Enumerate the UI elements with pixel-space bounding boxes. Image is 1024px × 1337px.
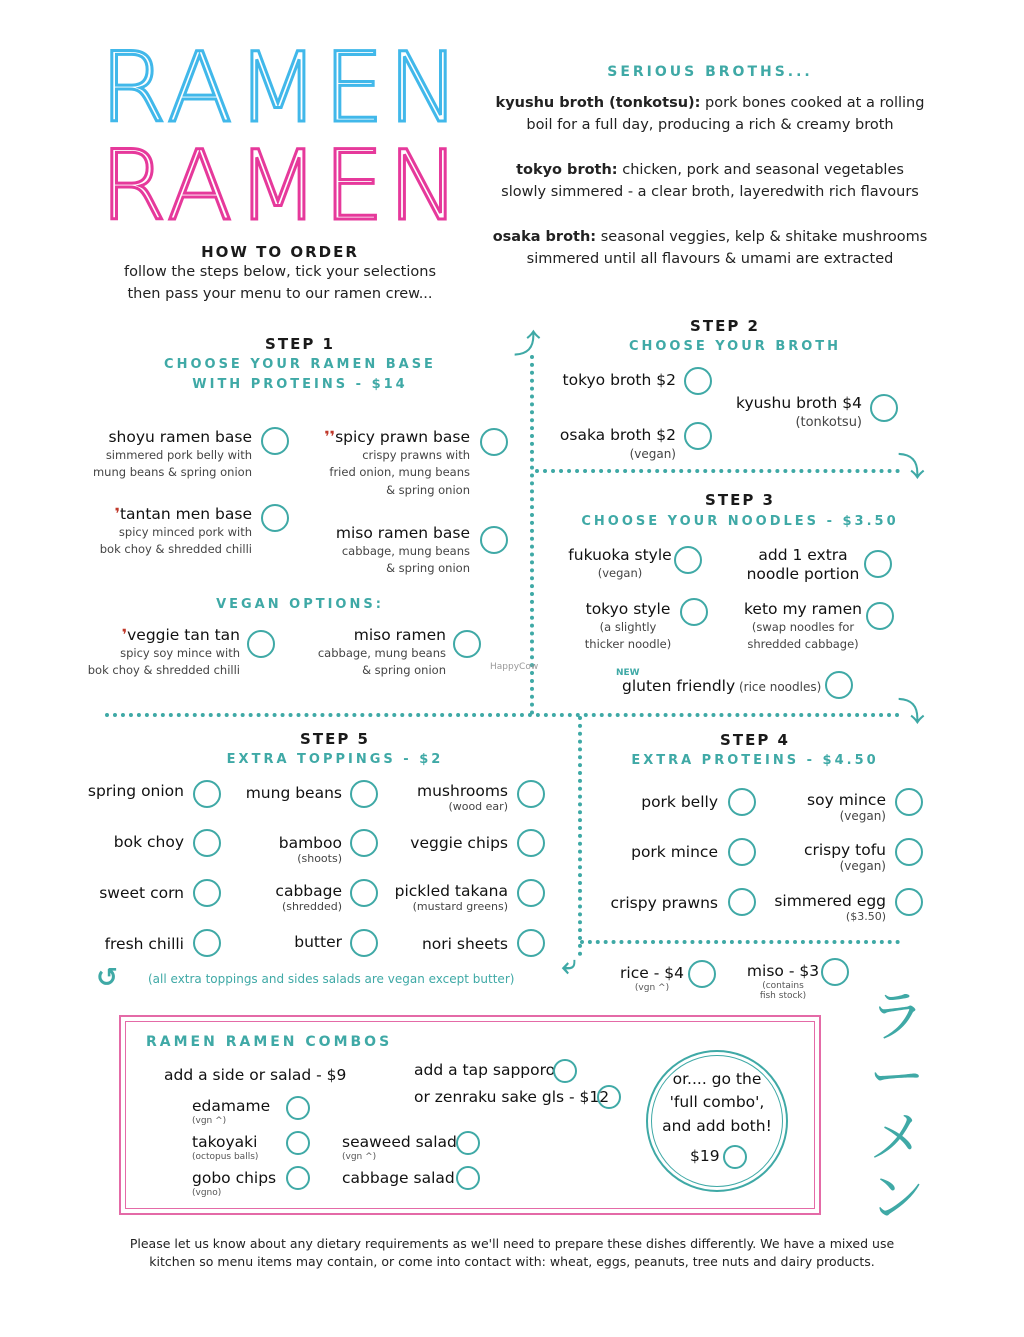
katakana-ramen [862, 985, 932, 1232]
checkbox-miso-base[interactable] [480, 526, 508, 554]
chili-icon: ❜ [114, 505, 120, 523]
protein-soy-note: (vegan) [839, 808, 886, 823]
combo-seaweed [342, 1133, 457, 1162]
item-spicy-prawn [300, 428, 470, 500]
item-tantan-desc2: bok choy & shredded chilli [99, 542, 252, 557]
combo-seaweed-note: (vgn ^) [342, 1151, 377, 1162]
broth-osaka-note: (vegan) [629, 446, 676, 461]
noodle-extra-line2: noodle portion [746, 564, 860, 583]
divider-vertical-top [530, 355, 534, 715]
katakana-long: ー [869, 1045, 925, 1111]
topping-butter: butter [294, 933, 342, 951]
topping-takana-note: (mustard greens) [412, 899, 508, 913]
footer-line2: kitchen so menu items may contain, or come into contact with: wheat, eggs, peanuts, tree nuts and dairy products. [149, 1253, 875, 1269]
broth-option-osaka [540, 426, 676, 463]
item-veggie-desc2: bok choy & shredded chilli [87, 663, 240, 678]
topping-fresh-chilli: fresh chilli [104, 935, 184, 953]
divider-step2-step3 [535, 469, 900, 473]
divider-middle [105, 713, 900, 717]
full-combo-price: $19 [690, 1147, 720, 1165]
checkbox-miso-soup[interactable] [821, 958, 849, 986]
noodle-gluten-note: (rice noodles) [735, 680, 822, 694]
protein-simmered-egg [760, 892, 886, 923]
checkbox-cabbage-salad[interactable] [456, 1166, 480, 1190]
item-tantan [60, 505, 252, 559]
step1-sub1: CHOOSE YOUR RAMEN BASE [164, 357, 436, 372]
broth-osaka [470, 227, 950, 271]
happycow-watermark: HappyCow [490, 662, 539, 672]
full-combo-line2: 'full combo', [669, 1093, 765, 1112]
checkbox-sake[interactable] [597, 1085, 621, 1109]
combo-side-title: add a side or salad - $9 [164, 1066, 347, 1084]
checkbox-broth-tokyo[interactable] [684, 367, 712, 395]
topping-mushrooms [390, 782, 508, 813]
broth-tokyo-desc2: slowly simmered - a clear broth, layeredwith rich flavours [501, 183, 919, 200]
noodle-gluten-label: gluten friendly [622, 677, 736, 695]
checkbox-bamboo[interactable] [350, 829, 378, 857]
topping-takana [380, 882, 508, 913]
checkbox-cabbage[interactable] [350, 879, 378, 907]
item-tantan-name: tantan men base [119, 505, 252, 523]
checkbox-simmered-egg[interactable] [895, 888, 923, 916]
checkbox-noodle-keto[interactable] [866, 602, 894, 630]
checkbox-sweet-corn[interactable] [193, 879, 221, 907]
arrow-down-right-icon: ⤵ [898, 453, 925, 483]
item-vmiso-desc2: & spring onion [362, 663, 446, 678]
checkbox-noodle-extra[interactable] [864, 550, 892, 578]
katakana-ra: ラ [869, 985, 925, 1050]
checkbox-shoyu[interactable] [261, 427, 289, 455]
checkbox-noodle-fukuoka[interactable] [674, 546, 702, 574]
noodle-gluten [622, 677, 821, 696]
item-veggie-name: veggie tan tan [127, 626, 240, 644]
step3-title: STEP 3 [705, 491, 775, 509]
footer-note [60, 1235, 964, 1270]
arrow-up-icon: ⤴ [514, 330, 541, 360]
checkbox-fresh-chilli[interactable] [193, 929, 221, 957]
checkbox-tantan[interactable] [261, 504, 289, 532]
broth-kyushu-label: kyushu broth $4 [736, 394, 862, 412]
topping-sweet-corn: sweet corn [99, 884, 184, 902]
checkbox-spring-onion[interactable] [193, 780, 221, 808]
step1-sub2: WITH PROTEINS - $14 [192, 377, 408, 392]
topping-bok-choy: bok choy [113, 833, 184, 851]
katakana-me: メ [869, 1105, 925, 1171]
step2-sub: CHOOSE YOUR BROTH [628, 339, 842, 354]
item-miso-desc1: cabbage, mung beans [341, 543, 470, 558]
checkbox-sapporo[interactable] [553, 1059, 577, 1083]
topping-cabbage [220, 882, 342, 913]
how-to-order-line2: then pass your menu to our ramen crew... [127, 285, 433, 302]
toppings-note: (all extra toppings and sides salads are vegan except butter) [148, 972, 515, 986]
protein-pork-belly: pork belly [641, 793, 718, 811]
combo-gobo [192, 1169, 276, 1198]
checkbox-spicy-prawn[interactable] [480, 428, 508, 456]
double-chili-icon: ❜❜ [324, 428, 336, 446]
step4-sub: EXTRA PROTEINS - $4.50 [631, 753, 879, 768]
arrow-down-right-icon: ⤵ [898, 698, 925, 728]
item-miso-base [300, 524, 470, 578]
item-vmiso-desc1: cabbage, mung beans [317, 645, 446, 660]
combo-seaweed-label: seaweed salad [342, 1133, 457, 1151]
combo-takoyaki [192, 1133, 258, 1162]
protein-soy-mince [770, 791, 886, 823]
noodle-fukuoka-note: (vegan) [597, 565, 643, 580]
item-prawn-desc1: crispy prawns with [362, 447, 470, 462]
arrow-left-icon: ↺ [96, 963, 118, 993]
chili-icon: ❜ [121, 626, 128, 644]
full-combo-text [650, 1068, 784, 1138]
topping-mung-beans: mung beans [245, 784, 342, 802]
protein-crispy-tofu [770, 841, 886, 873]
broth-osaka-label: osaka broth $2 [559, 426, 676, 444]
item-prawn-desc2: fried onion, mung beans [329, 465, 470, 480]
protein-pork-mince: pork mince [631, 843, 718, 861]
protein-egg-note: ($3.50) [845, 909, 886, 923]
item-veggie-tantan [60, 626, 240, 680]
noodle-tokyo-label: tokyo style [585, 600, 671, 618]
combo-cabbage-salad: cabbage salad [342, 1169, 455, 1187]
new-badge: NEW [616, 668, 640, 678]
combo-gobo-label: gobo chips [192, 1169, 277, 1187]
checkbox-crispy-tofu[interactable] [895, 838, 923, 866]
vegan-options-title: VEGAN OPTIONS: [216, 597, 384, 612]
step5-sub: EXTRA TOPPINGS - $2 [226, 752, 444, 767]
checkbox-gobo[interactable] [286, 1166, 310, 1190]
protein-crispy-prawns: crispy prawns [610, 894, 718, 912]
checkbox-mushrooms[interactable] [517, 780, 545, 808]
combos-title: RAMEN RAMEN COMBOS [146, 1034, 393, 1050]
checkbox-broth-kyushu[interactable] [870, 394, 898, 422]
broth-kyushu-note: (tonkotsu) [795, 414, 862, 430]
topping-mushrooms-note: (wood ear) [448, 799, 508, 813]
combo-sake: or zenraku sake gls - $12 [414, 1088, 610, 1106]
step2-title: STEP 2 [690, 317, 760, 335]
how-to-order-line1: follow the steps below, tick your selections [123, 264, 437, 280]
broth-kyushu-desc1: pork bones cooked at a rolling [700, 95, 925, 111]
noodle-fukuoka [560, 546, 680, 582]
checkbox-pork-mince[interactable] [728, 838, 756, 866]
item-miso-desc2: & spring onion [386, 561, 470, 576]
logo-ramen-pink: RAMEN [100, 130, 464, 242]
item-shoyu-name: shoyu ramen base [108, 428, 252, 446]
arrow-down-left-icon: ⤶ [562, 950, 577, 980]
checkbox-crispy-prawns[interactable] [728, 888, 756, 916]
topping-veggie-chips: veggie chips [410, 834, 508, 852]
checkbox-soy-mince[interactable] [895, 788, 923, 816]
noodle-keto-label: keto my ramen [744, 600, 862, 618]
item-vegan-miso [300, 626, 446, 680]
topping-mushrooms-label: mushrooms [417, 782, 508, 800]
topping-cabbage-label: cabbage [275, 882, 342, 900]
step1-title: STEP 1 [265, 335, 335, 353]
noodle-tokyo-note2: thicker noodle) [584, 637, 672, 652]
protein-egg-label: simmered egg [774, 892, 886, 910]
step5-title: STEP 5 [300, 730, 370, 748]
checkbox-broth-osaka[interactable] [684, 422, 712, 450]
broth-tokyo [470, 160, 950, 204]
checkbox-takoyaki[interactable] [286, 1131, 310, 1155]
noodle-keto-note2: shredded cabbage) [747, 637, 859, 652]
checkbox-rice[interactable] [688, 960, 716, 988]
topping-bamboo-note: (shoots) [297, 851, 342, 865]
checkbox-takana[interactable] [517, 879, 545, 907]
side-miso [738, 962, 828, 1001]
item-miso-name: miso ramen base [335, 524, 470, 542]
broth-option-tokyo: tokyo broth $2 [562, 371, 676, 389]
item-tantan-desc1: spicy minced pork with [118, 524, 252, 539]
noodle-extra [740, 546, 866, 583]
protein-soy-label: soy mince [807, 791, 886, 809]
combo-edamame-label: edamame [192, 1097, 271, 1115]
combo-gobo-note: (vgno) [192, 1187, 222, 1198]
checkbox-edamame[interactable] [286, 1096, 310, 1120]
topping-bamboo-label: bamboo [278, 834, 342, 852]
protein-tofu-note: (vegan) [839, 858, 886, 873]
checkbox-noodle-tokyo[interactable] [680, 598, 708, 626]
broth-kyushu-name: kyushu broth (tonkotsu): [495, 95, 701, 111]
topping-takana-label: pickled takana [394, 882, 508, 900]
item-prawn-desc3: & spring onion [386, 483, 470, 498]
noodle-tokyo-note1: (a slightly [599, 619, 657, 634]
item-prawn-name: spicy prawn base [335, 428, 470, 446]
broth-osaka-name: osaka broth: [492, 229, 597, 245]
noodle-tokyo [568, 600, 688, 654]
item-veggie-desc1: spicy soy mince with [120, 645, 240, 660]
item-vmiso-name: miso ramen [353, 626, 446, 644]
side-miso-note1: (contains [762, 980, 804, 991]
step4-title: STEP 4 [720, 731, 790, 749]
noodle-fukuoka-label: fukuoka style [568, 546, 672, 564]
checkbox-pork-belly[interactable] [728, 788, 756, 816]
checkbox-bok-choy[interactable] [193, 829, 221, 857]
checkbox-butter[interactable] [350, 929, 378, 957]
broth-osaka-desc1: seasonal veggies, kelp & shitake mushrooms [596, 229, 928, 245]
footer-line1: Please let us know about any dietary requirements as we'll need to prepare these dishes differently. We have a mixed use [129, 1236, 895, 1251]
side-rice [612, 964, 692, 993]
checkbox-veggie-chips[interactable] [517, 829, 545, 857]
protein-tofu-label: crispy tofu [803, 841, 886, 859]
broth-tokyo-desc1: chicken, pork and seasonal vegetables [617, 162, 904, 178]
checkbox-seaweed[interactable] [456, 1131, 480, 1155]
how-to-order-title: HOW TO ORDER [201, 243, 359, 261]
checkbox-vegan-miso[interactable] [453, 630, 481, 658]
noodle-extra-line1: add 1 extra [758, 546, 848, 564]
checkbox-full-combo[interactable] [723, 1145, 747, 1169]
divider-vertical-bottom [578, 716, 582, 956]
side-rice-note: (vgn ^) [634, 982, 670, 993]
combo-edamame-note: (vgn ^) [192, 1115, 227, 1126]
step3-sub: CHOOSE YOUR NOODLES - $3.50 [581, 514, 899, 529]
item-shoyu [60, 428, 252, 482]
full-combo-line3: and add both! [662, 1116, 772, 1135]
broth-kyushu [470, 93, 950, 137]
full-combo-line1: or.... go the [672, 1070, 762, 1088]
checkbox-mung-beans[interactable] [350, 780, 378, 808]
combo-takoyaki-note: (octopus balls) [192, 1151, 259, 1162]
topping-cabbage-note: (shredded) [281, 899, 342, 913]
noodle-keto-note1: (swap noodles for [751, 619, 855, 634]
divider-step4-bottom [580, 940, 900, 944]
broth-kyushu-desc2: boil for a full day, producing a rich & creamy broth [526, 116, 894, 133]
broth-option-kyushu [720, 394, 862, 433]
katakana-n: ン [869, 1166, 925, 1232]
item-shoyu-desc1: simmered pork belly with [105, 447, 252, 462]
item-shoyu-desc2: mung beans & spring onion [92, 465, 252, 480]
logo-ramen-blue: RAMEN [100, 32, 464, 144]
noodle-keto [738, 600, 868, 654]
topping-nori: nori sheets [421, 935, 508, 953]
broth-osaka-desc2: simmered until all flavours & umami are extracted [526, 250, 894, 267]
combo-sapporo: add a tap sapporo [414, 1061, 556, 1079]
combo-edamame [192, 1097, 270, 1126]
side-miso-label: miso - $3 [746, 962, 820, 980]
topping-spring-onion: spring onion [87, 782, 184, 800]
side-miso-note2: fish stock) [759, 990, 807, 1001]
checkbox-veggie-tantan[interactable] [247, 630, 275, 658]
broth-tokyo-name: tokyo broth: [516, 162, 618, 178]
how-to-order-text [95, 262, 465, 306]
checkbox-noodle-gluten[interactable] [825, 671, 853, 699]
combo-takoyaki-label: takoyaki [192, 1133, 258, 1151]
checkbox-nori[interactable] [517, 929, 545, 957]
topping-bamboo [220, 834, 342, 865]
broths-title: SERIOUS BROTHS... [607, 64, 813, 80]
side-rice-label: rice - $4 [620, 964, 684, 982]
